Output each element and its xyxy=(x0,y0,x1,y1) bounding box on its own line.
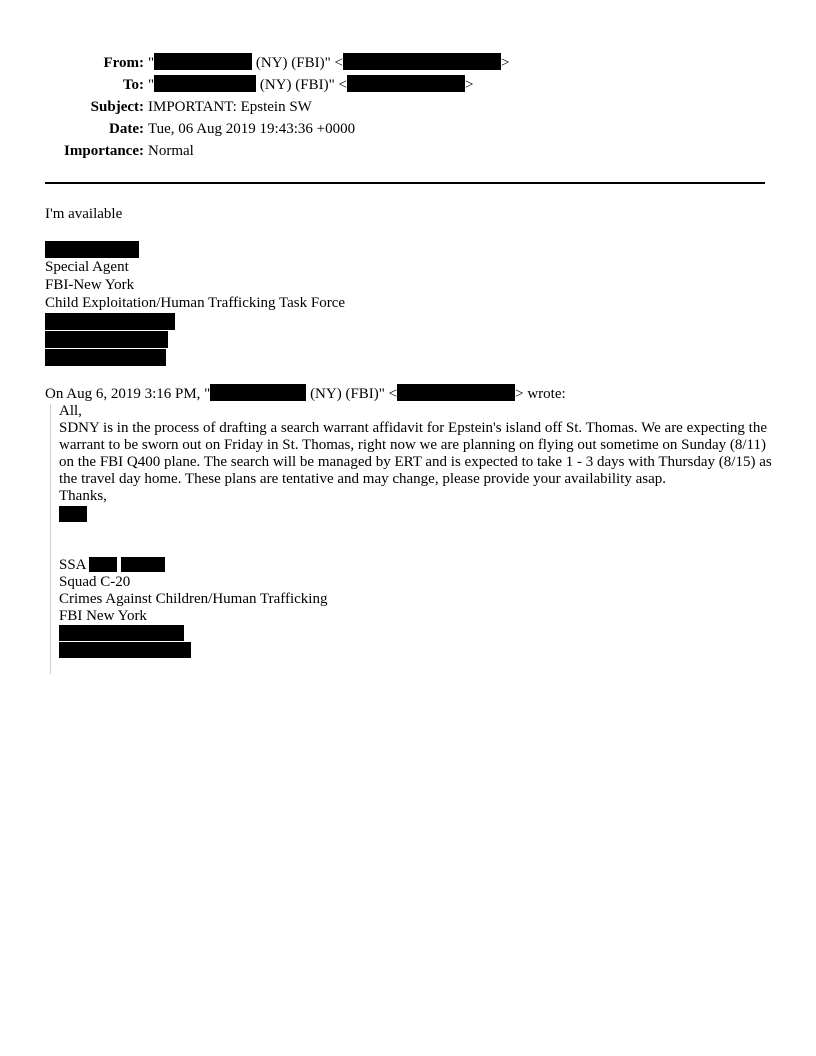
subject-label: Subject: xyxy=(90,99,144,115)
sig-title: Special Agent xyxy=(45,259,129,275)
header-divider xyxy=(45,182,765,184)
quote-paragraph: SDNY is in the process of drafting a search warrant affidavit for Epstein's island off St. Thomas. We are expecting the warrant to be sworn out on Friday in St. Thomas, right now we are planning on flying out sometime on Sunday (8/11) on the FBI Q400 plane. The search will be managed by ERT and is expected to take 1 - 3 days with Thursday (8/15) as the travel day home. These plans are tentative and may change, please provide your availability asap. xyxy=(59,420,772,487)
date-label: Date: xyxy=(109,121,144,137)
importance-label: Importance: xyxy=(64,143,144,159)
quote-closing: Thanks, xyxy=(59,488,107,504)
reply-text: I'm available xyxy=(45,206,123,222)
quote-intro-start: On Aug 6, 2019 3:16 PM, " xyxy=(45,386,211,402)
redaction-bar xyxy=(89,557,117,572)
redaction-bar xyxy=(343,53,501,70)
from-value xyxy=(148,53,509,73)
from-dept: (NY) (FBI)" < xyxy=(252,55,343,71)
subject-value: IMPORTANT: Epstein SW xyxy=(148,99,312,115)
redaction-bar xyxy=(397,384,515,401)
redaction-bar xyxy=(59,625,184,641)
redaction-bar xyxy=(45,241,139,258)
quote-sig-office: FBI New York xyxy=(59,608,147,624)
sender-signature xyxy=(45,241,345,366)
quote-intro-mid: (NY) (FBI)" < xyxy=(306,386,398,402)
to-dept: (NY) (FBI)" < xyxy=(256,77,347,93)
redaction-bar xyxy=(347,75,465,92)
sig-office: FBI-New York xyxy=(45,277,135,293)
from-label: From: xyxy=(103,55,144,71)
redaction-bar xyxy=(45,349,166,366)
redaction-bar xyxy=(59,642,191,658)
sig-unit: Child Exploitation/Human Trafficking Task Force xyxy=(45,295,346,311)
quote-intro-end: > wrote: xyxy=(515,386,566,402)
from-close: > xyxy=(500,55,510,71)
quote-attribution xyxy=(45,384,566,404)
to-value xyxy=(148,75,473,95)
quoted-message xyxy=(59,403,779,658)
importance-value: Normal xyxy=(148,143,194,159)
redaction-bar xyxy=(59,506,87,522)
from-open-quote: " xyxy=(148,55,155,71)
to-close: > xyxy=(464,77,474,93)
to-open-quote: " xyxy=(148,77,155,93)
date-value: Tue, 06 Aug 2019 19:43:36 +0000 xyxy=(148,121,356,137)
redaction-bar xyxy=(45,331,168,348)
quote-sig-squad: Squad C-20 xyxy=(59,574,131,590)
quote-sig-unit: Crimes Against Children/Human Trafficking xyxy=(59,591,328,607)
quote-bar xyxy=(50,404,51,674)
redaction-bar xyxy=(45,313,175,330)
redaction-bar xyxy=(121,557,165,572)
quote-sig-line xyxy=(59,557,779,574)
quote-greeting: All, xyxy=(59,403,82,419)
redaction-bar xyxy=(210,384,306,401)
to-label: To: xyxy=(122,77,144,93)
redaction-bar xyxy=(154,53,252,70)
redaction-bar xyxy=(154,75,256,92)
quote-sig-prefix: SSA xyxy=(59,557,86,573)
